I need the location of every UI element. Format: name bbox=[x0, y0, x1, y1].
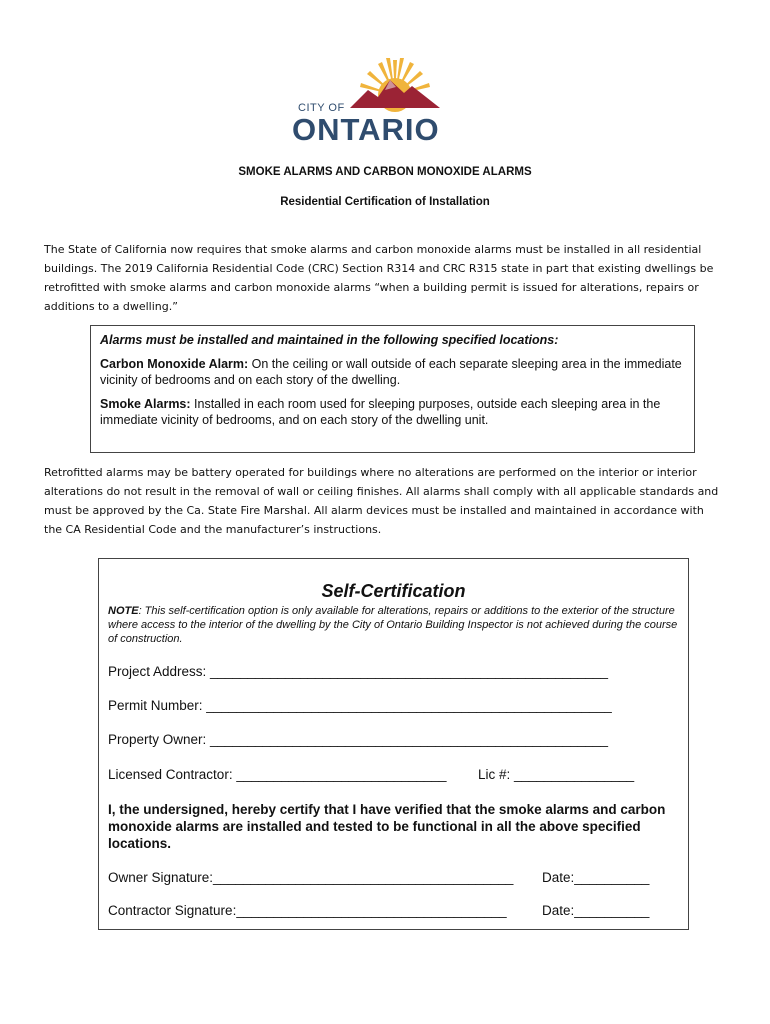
project-address-field[interactable]: Project Address: _____________________________________________________ bbox=[108, 664, 608, 679]
intro-paragraph: The State of California now requires that smoke alarms and carbon monoxide alarms must be installed in all residential buildings. The 2019 California Residential Code (CRC) Section R314 and CRC R315 state in part that existing dwellings be retrofitted with smoke alarms and carbon monoxide alarms “when a building permit is issued for alterations, repairs or additions to a dwelling.” bbox=[44, 243, 714, 313]
note-paragraph bbox=[108, 604, 678, 646]
logo-city-of: CITY OF bbox=[298, 102, 345, 114]
owner-date-field[interactable]: Date:__________ bbox=[542, 870, 650, 885]
property-owner-field[interactable]: Property Owner: _____________________________________________________ bbox=[108, 732, 608, 747]
licensed-contractor-field[interactable]: Licensed Contractor: ____________________________ bbox=[108, 767, 447, 782]
self-certification-title: Self-Certification bbox=[321, 581, 466, 601]
smoke-alarm-paragraph bbox=[100, 396, 685, 428]
owner-signature-field[interactable]: Owner Signature:________________________________________ bbox=[108, 870, 514, 885]
note-text: : This self-certification option is only available for alterations, repairs or additions to the exterior of the structure where access to the interior of the dwelling by the City of Ontario Building Inspector is not achieved during the course of construction. bbox=[108, 605, 678, 645]
contractor-signature-field[interactable]: Contractor Signature:____________________________________ bbox=[108, 903, 507, 918]
page-subtitle: Residential Certification of Installation bbox=[280, 196, 490, 208]
logo-ontario: ONTARIO bbox=[292, 112, 440, 147]
co-alarm-paragraph bbox=[100, 356, 685, 388]
retrofit-paragraph: Retrofitted alarms may be battery operated for buildings where no alterations are performed on the interior or interior alterations do not result in the removal of wall or ceiling finishes. All alarms shall comply with all applicable standards and must be approved by the Ca. State Fire Marshal. All alarm devices must be installed and maintained in accordance with the CA Residential Code and the manufacturer’s instructions. bbox=[44, 466, 719, 536]
self-certification-box bbox=[98, 558, 689, 930]
smoke-alarm-text: Installed in each room used for sleeping purposes, outside each sleeping area in the immediate vicinity of bedrooms, and on each story of the dwelling unit. bbox=[100, 397, 661, 427]
co-alarm-text: On the ceiling or wall outside of each separate sleeping area in the immediate vicinity of bedrooms and on each story of the dwelling. bbox=[100, 357, 682, 387]
page-title: SMOKE ALARMS AND CARBON MONOXIDE ALARMS bbox=[238, 166, 532, 178]
city-logo bbox=[290, 50, 450, 150]
contractor-date-field[interactable]: Date:__________ bbox=[542, 903, 650, 918]
alarm-locations-box bbox=[90, 325, 695, 453]
alarm-box-heading: Alarms must be installed and maintained in the following specified locations: bbox=[100, 333, 559, 347]
co-alarm-label: Carbon Monoxide Alarm: bbox=[100, 357, 249, 371]
permit-number-field[interactable]: Permit Number: ______________________________________________________ bbox=[108, 698, 612, 713]
certify-statement: I, the undersigned, hereby certify that I have verified that the smoke alarms and carbon monoxide alarms are installed and tested to be functional in all the above specified locations. bbox=[108, 802, 666, 851]
note-label: NOTE bbox=[108, 605, 139, 617]
smoke-alarm-label: Smoke Alarms: bbox=[100, 397, 191, 411]
license-number-field[interactable]: Lic #: ________________ bbox=[478, 767, 635, 782]
